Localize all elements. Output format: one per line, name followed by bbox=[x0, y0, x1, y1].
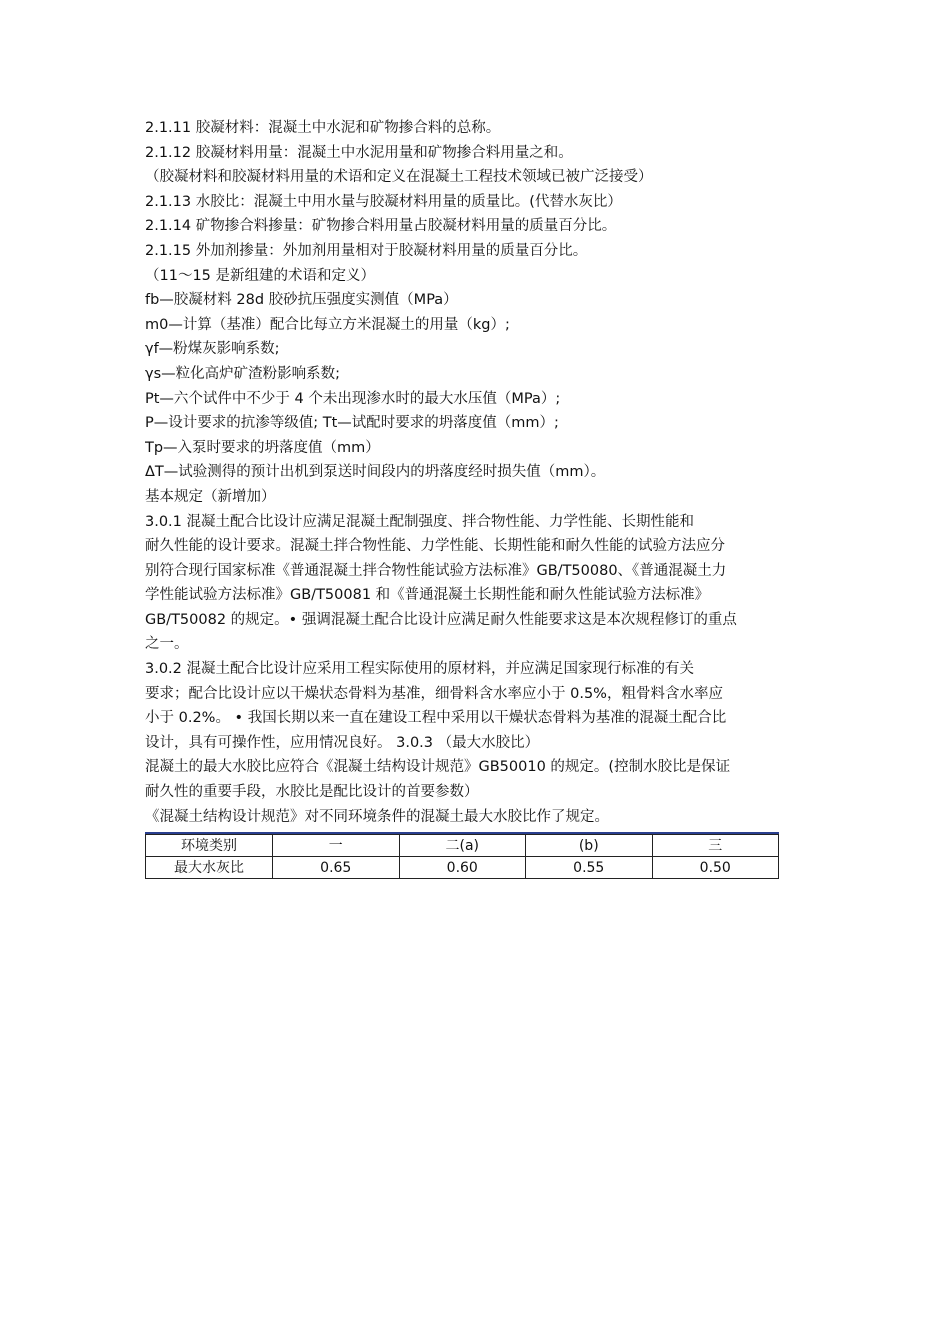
text-line: 耐久性能的设计要求。混凝土拌合物性能、力学性能、长期性能和耐久性能的试验方法应分 bbox=[145, 538, 725, 555]
text-line: γs—粒化高炉矿渣粉影响系数; bbox=[145, 365, 341, 382]
water-binder-table-wrap bbox=[145, 832, 779, 879]
table-cell: 0.50 bbox=[652, 857, 779, 879]
text-line: 耐久性的重要手段，水胶比是配比设计的首要参数） bbox=[145, 784, 479, 801]
text-line: γf—粉煤灰影响系数; bbox=[145, 341, 280, 358]
text-line: GB/T50082 的规定。• 强调混凝土配合比设计应满足耐久性能要求这是本次规程修订的重点 bbox=[145, 611, 737, 628]
text-line: 要求；配合比设计应以干燥状态骨料为基准，细骨料含水率应小于 0.5%，粗骨料含水率应 bbox=[145, 685, 723, 702]
table-cell: (b) bbox=[526, 835, 653, 857]
text-line: 学性能试验方法标准》GB/T50081 和《普通混凝土长期性能和耐久性能试验方法标准》 bbox=[145, 587, 710, 604]
text-line: 《混凝土结构设计规范》对不同环境条件的混凝土最大水胶比作了规定。 bbox=[145, 808, 609, 825]
table-cell: 0.60 bbox=[399, 857, 526, 879]
table-cell: 三 bbox=[652, 835, 779, 857]
table-cell: 二(a) bbox=[399, 835, 526, 857]
text-line: m0—计算（基准）配合比每立方米混凝土的用量（kg）; bbox=[145, 316, 510, 333]
table-cell: 0.65 bbox=[273, 857, 400, 879]
text-line: 2.1.14 矿物掺合料掺量：矿物掺合料用量占胶凝材料用量的质量百分比。 bbox=[145, 218, 617, 235]
text-line: fb—胶凝材料 28d 胶砂抗压强度实测值（MPa） bbox=[145, 292, 458, 309]
text-line: P—设计要求的抗渗等级值; Tt—试配时要求的坍落度值（mm）; bbox=[145, 415, 559, 432]
text-line: 3.0.1 混凝土配合比设计应满足混凝土配制强度、拌合物性能、力学性能、长期性能和 bbox=[145, 513, 695, 530]
text-line: 2.1.11 胶凝材料：混凝土中水泥和矿物掺合料的总称。 bbox=[145, 120, 501, 136]
table-cell: 环境类别 bbox=[146, 835, 273, 857]
text-line: 2.1.13 水胶比：混凝土中用水量与胶凝材料用量的质量比。(代替水灰比） bbox=[145, 193, 622, 210]
table-cell: 0.55 bbox=[526, 857, 653, 879]
text-line: 小于 0.2%。 • 我国长期以来一直在建设工程中采用以干燥状态骨料为基准的混凝土配合比 bbox=[145, 710, 727, 727]
text-line: Pt—六个试件中不少于 4 个未出现渗水时的最大水压值（MPa）; bbox=[145, 390, 561, 407]
table-cell: 最大水灰比 bbox=[146, 857, 273, 879]
text-line: 设计，具有可操作性，应用情况良好。 3.0.3 （最大水胶比） bbox=[145, 734, 540, 751]
text-line: 之一。 bbox=[145, 636, 189, 653]
text-line: 别符合现行国家标准《普通混凝土拌合物性能试验方法标准》GB/T50080、《普通混凝土力 bbox=[145, 562, 727, 579]
text-line: （11～15 是新组建的术语和定义） bbox=[145, 267, 376, 284]
document-body bbox=[145, 116, 813, 879]
text-line: 2.1.12 胶凝材料用量：混凝土中水泥用量和矿物掺合料用量之和。 bbox=[145, 144, 573, 161]
water-binder-ratio-table bbox=[145, 834, 779, 879]
text-line: Tp—入泵时要求的坍落度值（mm） bbox=[145, 439, 380, 456]
text-line: ΔT—试验测得的预计出机到泵送时间段内的坍落度经时损失值（mm）。 bbox=[145, 464, 606, 481]
text-lines bbox=[145, 116, 813, 829]
text-line: 混凝土的最大水胶比应符合《混凝土结构设计规范》GB50010 的规定。(控制水胶比是保证 bbox=[145, 759, 731, 776]
text-line: 基本规定（新增加） bbox=[145, 488, 276, 505]
text-line: 2.1.15 外加剂掺量：外加剂用量相对于胶凝材料用量的质量百分比。 bbox=[145, 242, 588, 259]
text-line: （胶凝材料和胶凝材料用量的术语和定义在混凝土工程技术领域已被广泛接受） bbox=[145, 169, 653, 186]
table-row bbox=[146, 857, 779, 879]
text-line: 3.0.2 混凝土配合比设计应采用工程实际使用的原材料，并应满足国家现行标准的有关 bbox=[145, 661, 695, 678]
table-cell: 一 bbox=[273, 835, 400, 857]
table-header-row bbox=[146, 835, 779, 857]
